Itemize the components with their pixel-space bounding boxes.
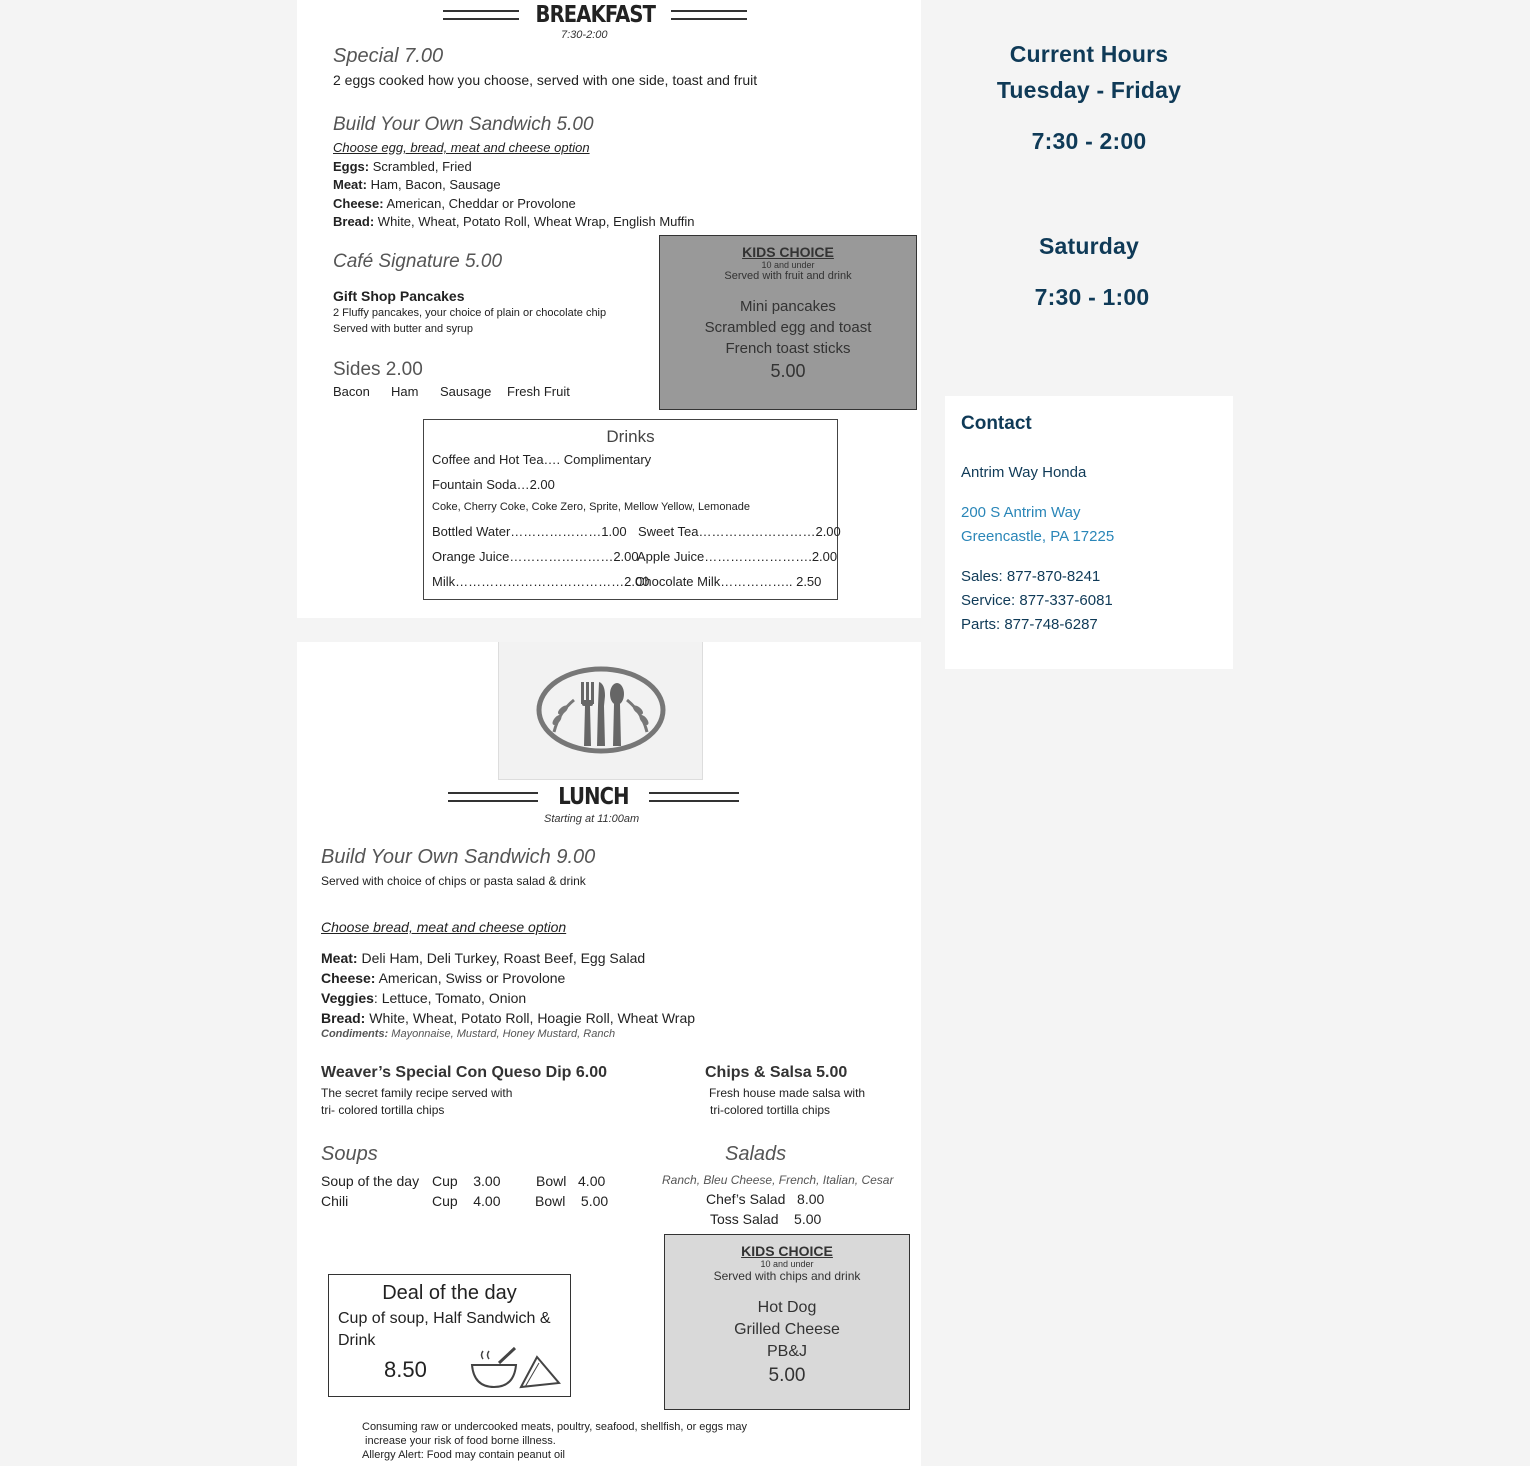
drinks-title: Drinks [606,427,655,446]
kids-age: 10 and under [760,1259,814,1269]
drink-item: Orange Juice……………………2.00 [432,549,639,564]
divider [443,10,519,20]
soup-sandwich-icon [469,1345,565,1391]
option-text: : Lettuce, Tomato, Onion [373,990,527,1006]
divider [448,792,538,802]
option-label: Cheese: [321,970,376,986]
option-text: Scrambled, Fried [369,159,472,174]
saturday-heading: Saturday [1038,233,1140,259]
kids-price: 5.00 [768,1365,806,1386]
deal-price: 8.50 [384,1357,427,1382]
soup-name: Chili [321,1193,349,1209]
queso-desc: tri- colored tortilla chips [321,1103,445,1117]
option-label: Meat: [321,950,358,966]
lunch-menu-image [297,642,921,1466]
divider [671,10,747,20]
address-line-2-link[interactable]: Greencastle, PA 17225 [961,528,1115,545]
pancakes-desc: 2 Fluffy pancakes, your choice of plain or chocolate chip [333,307,607,319]
option-label: Bread: [321,1010,366,1026]
chips-desc: Fresh house made salsa with [709,1086,866,1100]
lunch-title-bar [447,782,740,812]
drink-row [432,524,841,539]
lunch-kids-choice-box [664,1234,910,1410]
drink-item: Milk…………………………………2.00 [432,574,650,589]
dealer-name: Antrim Way Honda [961,464,1087,481]
option-text: White, Wheat, Potato Roll, Wheat Wrap, English Muffin [374,213,695,229]
soup-bowl: Bowl 5.00 [535,1193,609,1209]
option-text: Ham, Bacon, Sausage [366,177,501,193]
soup-cup: Cup 4.00 [432,1193,501,1209]
contact-widget [945,396,1233,669]
disclaimer: increase your risk of food borne illness. [362,1435,556,1447]
soup-row [321,1171,621,1191]
kids-choice-box [659,235,917,410]
kids-item: Mini pancakes [740,298,836,315]
drink-item: Bottled Water…………………1.00 [432,524,627,539]
sides-title: Sides 2.00 [333,359,423,380]
side-item: Sausage [440,384,492,399]
sales-phone[interactable]: Sales: 877-870-8241 [961,568,1101,585]
signature-title: Café Signature 5.00 [333,251,503,272]
service-phone[interactable]: Service: 877-337-6081 [961,592,1113,609]
chips-desc: tri-colored tortilla chips [710,1103,831,1117]
lunch-option [321,968,695,988]
deal-desc: Cup of soup, Half Sandwich & [338,1310,551,1327]
kids-items [665,1297,909,1363]
option-text: American, Swiss or Provolone [375,970,566,986]
weekday-time: 7:30 - 2:00 [1031,128,1147,154]
drink-item: Sweet Tea………………………2.00 [638,524,841,539]
condiments [321,1028,615,1040]
soup-cup: Cup 3.00 [432,1173,501,1189]
byo-option [333,213,695,231]
lunch-option [321,988,695,1008]
byo-title: Build Your Own Sandwich 5.00 [333,114,594,135]
drink-row: Fountain Soda…2.00 [432,477,555,492]
kids-item: Grilled Cheese [734,1321,840,1338]
option-text: American, Cheddar or Provolone [383,195,576,211]
byo-options [333,158,695,231]
option-label: Veggies [321,990,374,1006]
breakfast-hours: 7:30-2:00 [561,29,608,41]
chef-salad: Chef’s Salad 8.00 [706,1191,825,1207]
drink-item: Apple Juice…………………….2.00 [637,549,838,564]
address-line-1-link[interactable]: 200 S Antrim Way [961,504,1081,521]
kids-item: Hot Dog [757,1299,817,1316]
kids-item: Scrambled egg and toast [704,319,872,336]
kids-title: KIDS CHOICE [741,1243,833,1259]
pancakes-desc: Served with butter and syrup [333,323,474,335]
kids-item: PB&J [766,1343,807,1360]
option-text: Deli Ham, Deli Turkey, Roast Beef, Egg Salad [357,950,646,966]
byo-sub: Choose egg, bread, meat and cheese option [333,140,590,155]
breakfast-menu-image [297,0,921,618]
kids-served: Served with chips and drink [713,1269,861,1283]
breakfast-title-bar [443,0,747,30]
deal-title: Deal of the day [382,1282,517,1304]
option-label: Meat: [333,177,367,193]
byo-option [333,158,695,176]
drink-item: Chocolate Milk…………….. 2.50 [635,574,822,589]
soup-bowl: Bowl 4.00 [536,1173,606,1189]
soup-row [321,1191,621,1211]
hours-days: Tuesday - Friday [996,77,1182,103]
drink-row [432,549,838,564]
allergy-alert: Allergy Alert: Food may contain peanut oil [362,1449,566,1461]
special-desc: 2 eggs cooked how you choose, served with one side, toast and fruit [333,72,758,88]
kids-title: KIDS CHOICE [742,244,834,260]
deal-of-the-day-box [328,1274,571,1397]
fork-spoon-icon [499,642,702,779]
lunch-start: Starting at 11:00am [544,813,640,825]
breakfast-title: BREAKFAST [535,2,655,28]
option-label: Bread: [333,213,375,229]
salads-title: Salads [725,1143,787,1165]
kids-items [660,296,916,359]
queso-title: Weaver’s Special Con Queso Dip 6.00 [321,1064,608,1081]
drinks-box [423,419,841,600]
lunch-title: LUNCH [558,784,629,810]
option-text: White, Wheat, Potato Roll, Hoagie Roll, Wheat Wrap [365,1010,696,1026]
condiments-text: Mayonnaise, Mustard, Honey Mustard, Ranch [388,1028,616,1040]
byo-option [333,176,695,194]
pancakes-title: Gift Shop Pancakes [333,288,465,304]
kids-age: 10 and under [761,260,815,270]
option-label: Cheese: [333,195,384,211]
contact-heading: Contact [961,413,1032,434]
saturday-time: 7:30 - 1:00 [1034,284,1150,310]
hours-heading: Current Hours [1009,41,1169,67]
kids-served: Served with fruit and drink [724,270,852,282]
chips-title: Chips & Salsa 5.00 [705,1064,848,1081]
lunch-byo-desc: Served with choice of chips or pasta salad & drink [321,874,586,888]
special-title: Special 7.00 [333,45,444,67]
option-label: Eggs: [333,159,370,174]
lunch-option [321,1008,695,1028]
salad-dressings: Ranch, Bleu Cheese, French, Italian, Cesar [662,1173,894,1187]
kids-price: 5.00 [770,361,806,381]
soup-name: Soup of the day [321,1173,420,1189]
deal-desc: Drink [338,1332,376,1349]
cafe-logo [498,642,703,780]
divider [649,792,739,802]
parts-phone[interactable]: Parts: 877-748-6287 [961,616,1098,633]
side-item: Bacon [333,384,370,399]
toss-salad: Toss Salad 5.00 [710,1211,822,1227]
lunch-option [321,948,695,968]
lunch-byo-title: Build Your Own Sandwich 9.00 [321,846,596,868]
lunch-options [321,948,695,1028]
side-item: Fresh Fruit [507,384,570,399]
soups-table [321,1171,621,1211]
kids-item: French toast sticks [725,340,851,357]
disclaimer: Consuming raw or undercooked meats, poultry, seafood, shellfish, or eggs may [362,1421,747,1433]
drink-row [432,574,822,589]
queso-desc: The secret family recipe served with [321,1086,513,1100]
drink-row: Coffee and Hot Tea…. Complimentary [432,452,652,467]
soups-title: Soups [321,1143,378,1165]
lunch-byo-sub: Choose bread, meat and cheese option [321,919,567,935]
soda-list: Coke, Cherry Coke, Coke Zero, Sprite, Mellow Yellow, Lemonade [432,501,750,513]
byo-option [333,195,695,213]
condiments-label: Condiments: [321,1028,389,1040]
side-item: Ham [391,384,419,399]
